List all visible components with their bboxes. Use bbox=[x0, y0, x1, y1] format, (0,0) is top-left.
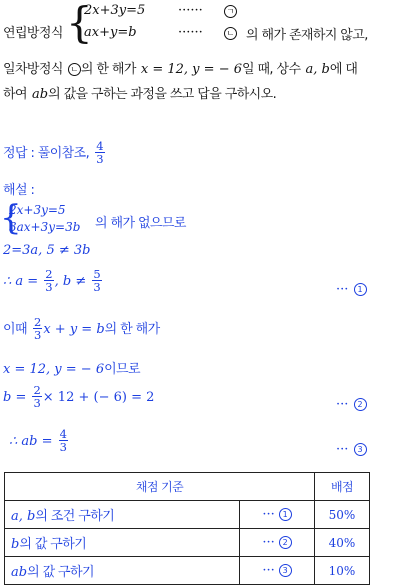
step1-marker bbox=[336, 278, 367, 297]
step1-fraction-a bbox=[44, 268, 53, 293]
step1-prefix: ∴ a = bbox=[3, 274, 39, 290]
grading-points: 50% bbox=[315, 501, 370, 529]
then-numerator: 2 bbox=[34, 315, 42, 329]
then-expression: x + y = b bbox=[43, 322, 105, 338]
problem-intro-label: 연립방정식 bbox=[3, 26, 63, 41]
then-denominator: 3 bbox=[34, 328, 42, 343]
grading-header-criteria: 채점 기준 bbox=[5, 473, 315, 501]
b-numerator: 2 bbox=[33, 383, 41, 397]
step-ref-dots: ··· bbox=[262, 535, 275, 550]
step-ref-dots: ··· bbox=[262, 563, 275, 578]
criterion-expr: b bbox=[11, 537, 20, 552]
solution-relation: 2=3a, 5 ≠ 3b bbox=[3, 243, 91, 258]
problem-line2-f: 에 대 bbox=[329, 62, 358, 77]
solution-then-line bbox=[3, 316, 160, 341]
criterion-text: 의 값 구하기 bbox=[19, 537, 87, 552]
criterion-expr: ab bbox=[11, 565, 28, 580]
grading-step-ref bbox=[240, 557, 315, 585]
grading-points: 40% bbox=[315, 529, 370, 557]
b-denominator: 3 bbox=[33, 396, 41, 411]
problem-equation-1-dots: ······ bbox=[178, 3, 203, 18]
problem-line-3 bbox=[3, 83, 276, 102]
step2-marker-dots: ··· bbox=[336, 397, 349, 412]
problem-line-2 bbox=[3, 58, 357, 77]
solution-system-eq1: 2x+3y=5 bbox=[9, 203, 66, 217]
grading-step-ref bbox=[240, 501, 315, 529]
substitution-tail: 이므로 bbox=[104, 362, 140, 377]
problem-line2-b: 의 한 해가 bbox=[80, 62, 136, 77]
problem-line1-tail: 의 해가 존재하지 않고, bbox=[246, 28, 368, 43]
final-numerator: 4 bbox=[59, 427, 67, 441]
grading-criterion bbox=[5, 557, 240, 585]
step3-marker-circle: 3 bbox=[354, 443, 367, 456]
solution-substitution-line bbox=[3, 358, 140, 377]
answer-denominator: 3 bbox=[96, 152, 104, 167]
problem-line3-a: 하여 bbox=[3, 87, 27, 102]
problem-line2-d: 일 때, 상수 bbox=[241, 62, 301, 77]
step2-marker bbox=[336, 393, 367, 412]
grading-row bbox=[5, 501, 370, 529]
equation-tag-2-ref: ㄴ bbox=[68, 63, 81, 76]
problem-line2-constants: a, b bbox=[305, 62, 330, 77]
grading-table bbox=[4, 472, 370, 585]
answer-label: 정답 : 풀이참조, bbox=[3, 146, 90, 162]
final-fraction bbox=[59, 428, 68, 453]
answer-fraction bbox=[95, 140, 104, 165]
equation-tag-2: ㄴ bbox=[224, 27, 237, 40]
solution-system-brace: { bbox=[0, 198, 22, 238]
then-prefix: 이때 bbox=[3, 322, 27, 338]
step1-middle: , b ≠ bbox=[54, 274, 87, 290]
b-prefix: b = bbox=[3, 390, 27, 406]
grading-row bbox=[5, 529, 370, 557]
step1-a-denominator: 3 bbox=[45, 280, 53, 295]
step3-marker bbox=[336, 438, 367, 457]
step1-b-denominator: 3 bbox=[93, 280, 101, 295]
then-fraction bbox=[33, 316, 42, 341]
solution-system-tail: 의 해가 없으므로 bbox=[95, 216, 186, 231]
step-ref-dots: ··· bbox=[262, 507, 275, 522]
b-fraction bbox=[32, 384, 41, 409]
then-tail: 의 한 해가 bbox=[104, 322, 160, 338]
problem-line2-a: 일차방정식 bbox=[3, 62, 63, 77]
step1-a-numerator: 2 bbox=[45, 267, 53, 281]
substitution-expression: x = 12, y = − 6 bbox=[3, 362, 105, 377]
problem-equation-2: ax+y=b bbox=[84, 25, 137, 40]
solution-b-line bbox=[3, 384, 154, 409]
problem-equation-1: 2x+3y=5 bbox=[84, 3, 146, 18]
grading-criterion bbox=[5, 529, 240, 557]
grading-row bbox=[5, 557, 370, 585]
step3-marker-dots: ··· bbox=[336, 442, 349, 457]
grading-header-points: 배점 bbox=[315, 473, 370, 501]
step1-marker-circle: 1 bbox=[354, 283, 367, 296]
solution-final-line bbox=[9, 428, 69, 453]
step-ref-circle: 1 bbox=[279, 508, 292, 521]
step1-b-numerator: 5 bbox=[93, 267, 101, 281]
step1-fraction-b bbox=[92, 268, 101, 293]
solution-step-1 bbox=[3, 268, 103, 293]
step1-marker-dots: ··· bbox=[336, 282, 349, 297]
solution-label: 해설 : bbox=[3, 183, 35, 198]
grading-criterion bbox=[5, 501, 240, 529]
problem-line2-solution: x = 12, y = − 6 bbox=[140, 62, 242, 77]
criterion-text: 의 조건 구하기 bbox=[35, 509, 115, 524]
solution-system-eq2: 3ax+3y=3b bbox=[9, 220, 81, 234]
criterion-expr: a, b bbox=[11, 509, 36, 524]
grading-step-ref bbox=[240, 529, 315, 557]
b-rest: × 12 + (− 6) = 2 bbox=[42, 390, 155, 406]
problem-equation-2-dots: ······ bbox=[178, 25, 203, 40]
problem-line3-ab: ab bbox=[32, 87, 49, 102]
step-ref-circle: 3 bbox=[279, 564, 292, 577]
grading-header-row bbox=[5, 473, 370, 501]
answer-line bbox=[3, 140, 106, 165]
system-brace: { bbox=[66, 0, 93, 47]
step-ref-circle: 2 bbox=[279, 536, 292, 549]
grading-points: 10% bbox=[315, 557, 370, 585]
equation-tag-1: ㄱ bbox=[224, 5, 237, 18]
problem-line3-c: 의 값을 구하는 과정을 쓰고 답을 구하시오. bbox=[48, 87, 277, 102]
final-denominator: 3 bbox=[59, 440, 67, 455]
step2-marker-circle: 2 bbox=[354, 398, 367, 411]
criterion-text: 의 값 구하기 bbox=[27, 565, 94, 580]
final-prefix: ∴ ab = bbox=[9, 434, 53, 450]
answer-numerator: 4 bbox=[96, 139, 104, 153]
